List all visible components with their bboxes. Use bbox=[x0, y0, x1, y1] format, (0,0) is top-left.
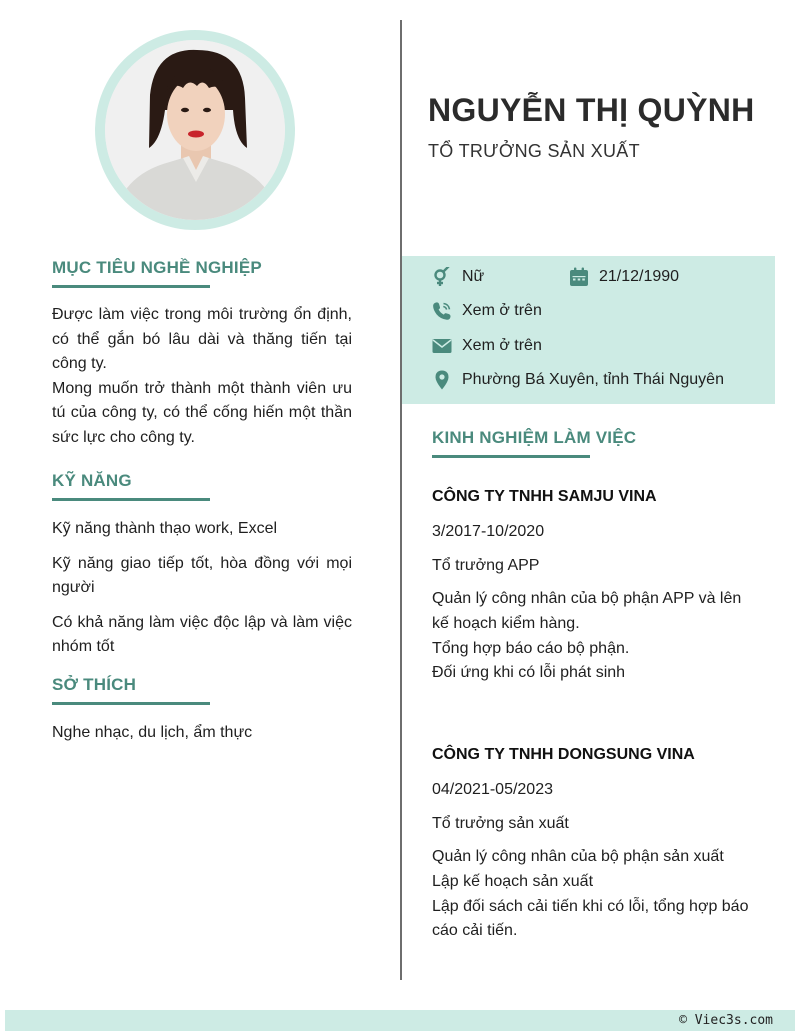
address-row bbox=[432, 370, 724, 390]
candidate-name: NGUYỄN THỊ QUỲNH bbox=[428, 92, 755, 128]
calendar-icon bbox=[569, 267, 589, 287]
objective-line: Mong muốn trở thành một thành viên ưu tú của công ty, có thể cống hiến một thần sức lực cho công ty. bbox=[52, 379, 352, 446]
email-value: Xem ở trên bbox=[462, 337, 542, 354]
job-role: Tổ trưởng APP bbox=[432, 557, 540, 574]
job-period: 04/2021-05/2023 bbox=[432, 781, 553, 798]
objective-underline bbox=[52, 285, 210, 288]
hobbies-text: Nghe nhạc, du lịch, ẩm thực bbox=[52, 724, 253, 741]
skills-section bbox=[52, 471, 352, 660]
skills-underline bbox=[52, 498, 210, 501]
experience-underline bbox=[432, 455, 590, 458]
address-value: Phường Bá Xuyên, tỉnh Thái Nguyên bbox=[462, 371, 724, 388]
company-name: CÔNG TY TNHH SAMJU VINA bbox=[432, 488, 657, 505]
contact-box bbox=[402, 256, 775, 404]
company-name: CÔNG TY TNHH DONGSUNG VINA bbox=[432, 746, 695, 763]
footer-credit: © Viec3s.com bbox=[679, 1013, 773, 1028]
mail-icon bbox=[432, 336, 452, 356]
hobbies-section bbox=[52, 675, 352, 746]
skill-item: Kỹ năng thành thạo work, Excel bbox=[52, 520, 278, 537]
job-role: Tổ trưởng sản xuất bbox=[432, 815, 569, 832]
hobbies-heading: SỞ THÍCH bbox=[52, 675, 137, 694]
job-detail: Đối ứng khi có lỗi phát sinh bbox=[432, 664, 626, 682]
job-detail: Lập kế hoạch sản xuất bbox=[432, 872, 594, 890]
objective-section bbox=[52, 258, 352, 450]
email-row bbox=[432, 336, 542, 356]
objective-heading: MỤC TIÊU NGHỀ NGHIỆP bbox=[52, 258, 262, 277]
skill-item: Có khả năng làm việc độc lập và làm việc nhóm tốt bbox=[52, 613, 352, 655]
job-detail: Quản lý công nhân của bộ phận APP và lên kế hoạch kiểm hàng. bbox=[432, 590, 742, 632]
footer-bar bbox=[5, 1010, 795, 1031]
avatar-photo bbox=[105, 40, 285, 220]
phone-icon bbox=[432, 301, 452, 321]
job-entry bbox=[432, 746, 762, 944]
job-title: TỔ TRƯỞNG SẢN XUẤT bbox=[428, 141, 640, 161]
phone-value: Xem ở trên bbox=[462, 302, 542, 319]
gender-icon bbox=[432, 267, 452, 287]
gender-row bbox=[432, 267, 484, 287]
location-pin-icon bbox=[432, 370, 452, 390]
hobbies-underline bbox=[52, 702, 210, 705]
birthday-row bbox=[569, 267, 679, 287]
job-entry bbox=[432, 488, 762, 686]
skill-item: Kỹ năng giao tiếp tốt, hòa đồng với mọi người bbox=[52, 554, 352, 596]
skills-heading: KỸ NĂNG bbox=[52, 471, 132, 490]
job-detail: Tổng hợp báo cáo bộ phận. bbox=[432, 639, 630, 657]
job-detail: Quản lý công nhân của bộ phận sản xuất bbox=[432, 848, 724, 865]
experience-section bbox=[432, 428, 762, 458]
experience-heading: KINH NGHIỆM LÀM VIỆC bbox=[432, 428, 637, 447]
phone-row bbox=[432, 301, 542, 321]
birthday-value: 21/12/1990 bbox=[599, 268, 680, 285]
gender-value: Nữ bbox=[462, 268, 485, 285]
column-divider bbox=[400, 20, 402, 980]
job-detail: Lập đối sách cải tiến khi có lỗi, tổng hợp báo cáo cải tiến. bbox=[432, 897, 749, 940]
objective-line: Được làm việc trong môi trường ổn định, có thể gắn bó lâu dài và thăng tiến tại công ty. bbox=[52, 306, 352, 372]
avatar bbox=[105, 40, 285, 220]
job-period: 3/2017-10/2020 bbox=[432, 523, 545, 540]
avatar-ring bbox=[95, 30, 295, 230]
